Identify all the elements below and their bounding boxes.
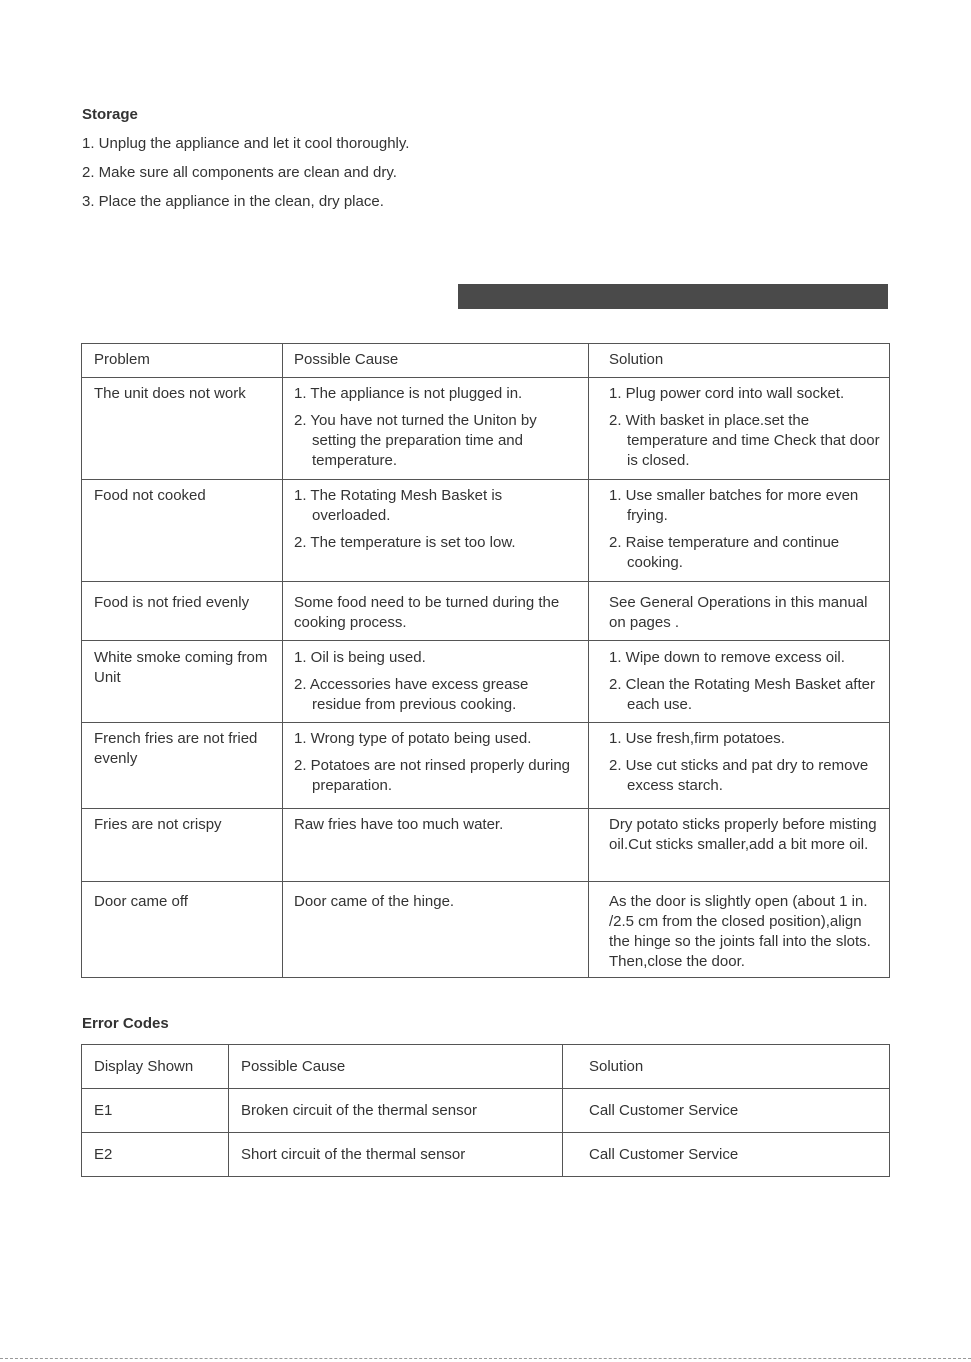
cause-item: 1. Wrong type of potato being used. [294, 730, 532, 747]
problem-cell: French fries are not fried evenly [82, 723, 283, 809]
solution-item: 1. Wipe down to remove excess oil. [609, 649, 845, 666]
solution-cell [589, 809, 890, 882]
solution-cell [589, 378, 890, 480]
error-cause-cell: Short circuit of the thermal sensor [229, 1133, 563, 1177]
cause-item: 2. Accessories have excess grease residue from previous cooking. [294, 676, 529, 713]
solution-item: 2. Clean the Rotating Mesh Basket after each use. [609, 676, 875, 713]
table-row [82, 582, 890, 641]
table-header-row [82, 1045, 890, 1089]
cause-cell [283, 582, 589, 641]
table-row [82, 1089, 890, 1133]
cause-item: 1. The appliance is not plugged in. [294, 385, 523, 402]
problem-cell: Door came off [82, 882, 283, 978]
error-codes-title: Error Codes [82, 1015, 169, 1032]
table-row [82, 1133, 890, 1177]
problem-cell: Food is not fried evenly [82, 582, 283, 641]
cause-item: Some food need to be turned during the cooking process. [294, 594, 560, 631]
problem-cell: The unit does not work [82, 378, 283, 480]
solution-item: 1. Use smaller batches for more even frying. [609, 487, 859, 524]
problem-cell: Fries are not crispy [82, 809, 283, 882]
table-row [82, 882, 890, 978]
header-solution: Solution [589, 344, 890, 378]
solution-item: 2. Raise temperature and continue cooking. [609, 534, 840, 571]
solution-item: 1. Plug power cord into wall socket. [609, 385, 845, 402]
cause-item: 1. The Rotating Mesh Basket is overloaded. [294, 487, 503, 524]
error-code-cell: E1 [82, 1089, 229, 1133]
storage-item: 1. Unplug the appliance and let it cool thoroughly. [82, 135, 410, 152]
error-codes-table [81, 1044, 890, 1177]
page-bottom-rule [0, 1358, 971, 1359]
storage-item: 3. Place the appliance in the clean, dry place. [82, 193, 384, 210]
solution-cell [589, 480, 890, 582]
table-row [82, 641, 890, 723]
cause-cell [283, 809, 589, 882]
solution-item: 1. Use fresh,firm potatoes. [609, 730, 785, 747]
error-code-cell: E2 [82, 1133, 229, 1177]
solution-item: See General Operations in this manual on pages . [609, 594, 868, 631]
header-display-shown: Display Shown [82, 1045, 229, 1089]
table-row [82, 378, 890, 480]
solution-cell [589, 582, 890, 641]
solution-cell [589, 641, 890, 723]
error-solution-cell: Call Customer Service [563, 1089, 890, 1133]
storage-item: 2. Make sure all components are clean and dry. [82, 164, 397, 181]
cause-item: 2. You have not turned the Uniton by setting the preparation time and temperature. [294, 412, 537, 469]
solution-item: 2. Use cut sticks and pat dry to remove excess starch. [609, 757, 869, 794]
solution-item: 2. With basket in place.set the temperature and time Check that door is closed. [609, 412, 880, 469]
storage-list [82, 135, 409, 222]
table-row [82, 809, 890, 882]
solution-cell [589, 723, 890, 809]
section-banner [458, 284, 888, 309]
cause-item: Raw fries have too much water. [294, 816, 504, 833]
table-row [82, 723, 890, 809]
error-cause-cell: Broken circuit of the thermal sensor [229, 1089, 563, 1133]
solution-item: As the door is slightly open (about 1 in. /2.5 cm from the closed position),align the hinge so the joints fall into the slots. Then,close the door. [609, 893, 871, 970]
problem-cell: Food not cooked [82, 480, 283, 582]
cause-cell [283, 378, 589, 480]
error-solution-cell: Call Customer Service [563, 1133, 890, 1177]
cause-item: 2. Potatoes are not rinsed properly during preparation. [294, 757, 570, 794]
cause-cell [283, 882, 589, 978]
solution-item: Dry potato sticks properly before misting oil.Cut sticks smaller,add a bit more oil. [609, 816, 877, 853]
solution-cell [589, 882, 890, 978]
cause-item: 2. The temperature is set too low. [294, 534, 516, 551]
cause-item: 1. Oil is being used. [294, 649, 426, 666]
header-possible-cause: Possible Cause [229, 1045, 563, 1089]
storage-title: Storage [82, 106, 138, 123]
header-possible-cause: Possible Cause [283, 344, 589, 378]
header-problem: Problem [82, 344, 283, 378]
table-header-row [82, 344, 890, 378]
cause-cell [283, 723, 589, 809]
table-row [82, 480, 890, 582]
cause-cell [283, 480, 589, 582]
cause-item: Door came of the hinge. [294, 893, 455, 910]
troubleshooting-table [81, 343, 890, 978]
header-solution: Solution [563, 1045, 890, 1089]
cause-cell [283, 641, 589, 723]
problem-cell: White smoke coming from Unit [82, 641, 283, 723]
